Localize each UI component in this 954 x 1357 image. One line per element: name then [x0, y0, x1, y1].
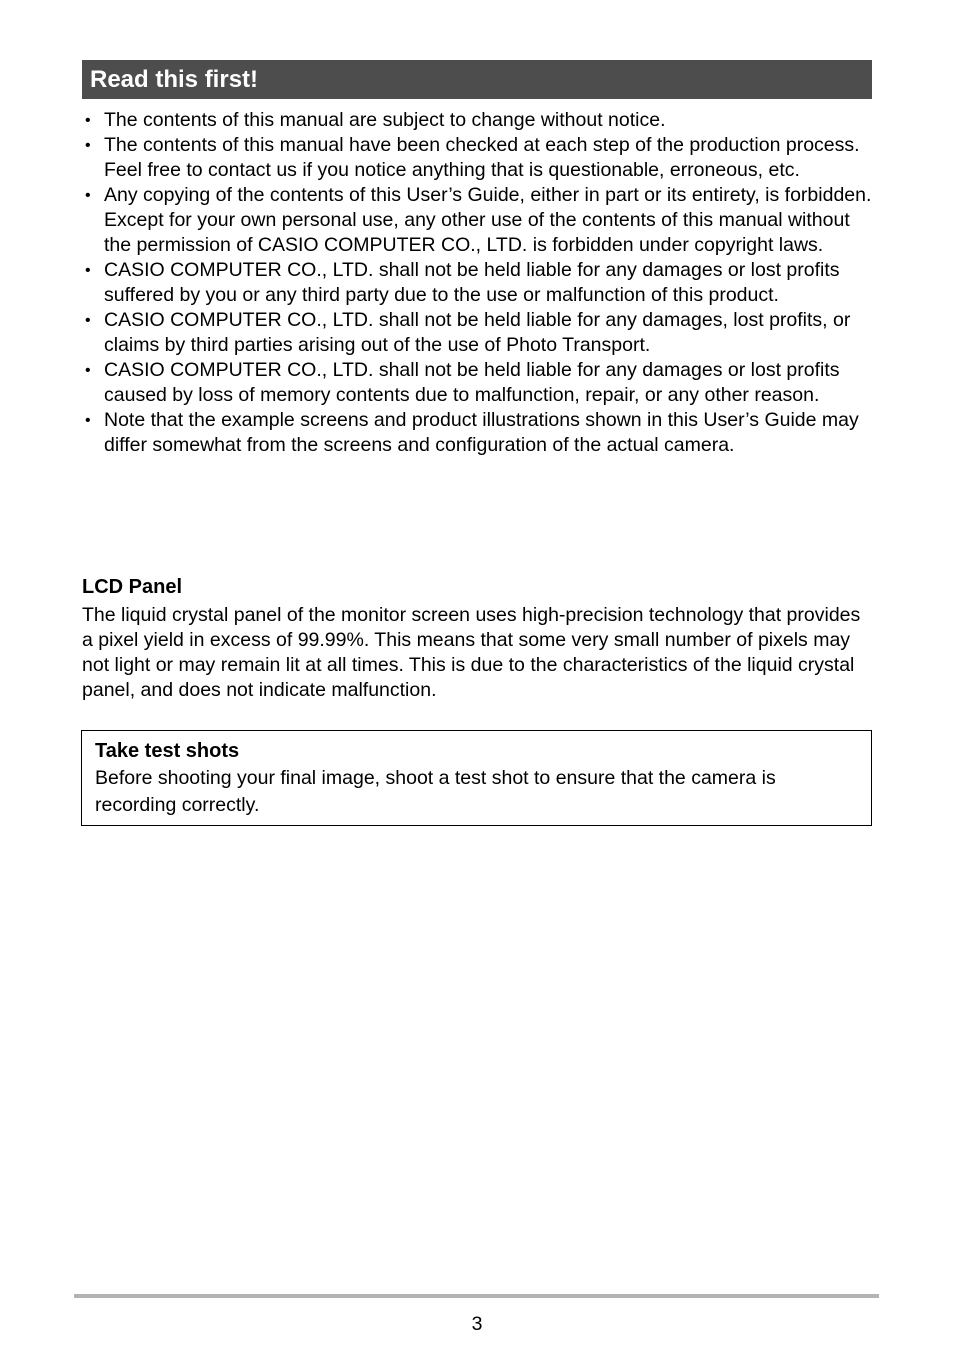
section-title: Read this first!: [90, 66, 259, 93]
list-item-text: CASIO COMPUTER CO., LTD. shall not be held liable for any damages, lost profits, or claims by third parties arising out of the use of Photo Transport.: [104, 309, 851, 356]
bullet-icon: •: [85, 187, 91, 204]
note-body: Before shooting your final image, shoot a test shot to ensure that the camera is recording correctly.: [95, 767, 776, 816]
bullet-icon: •: [85, 312, 91, 329]
list-item: [82, 308, 882, 358]
list-item-text: Note that the example screens and product illustrations shown in this User’s Guide may differ somewhat from the screens and configuration of the actual camera.: [104, 409, 859, 456]
notice-bullet-list: [82, 108, 882, 458]
bullet-icon: •: [85, 262, 91, 279]
list-item: [82, 133, 882, 183]
lcd-panel-heading: LCD Panel: [82, 576, 183, 598]
list-item-text: CASIO COMPUTER CO., LTD. shall not be held liable for any damages or lost profits caused by loss of memory contents due to malfunction, repair, or any other reason.: [104, 359, 840, 406]
bullet-icon: •: [85, 412, 91, 429]
list-item: [82, 358, 882, 408]
lcd-panel-paragraph: The liquid crystal panel of the monitor screen uses high-precision technology that provides a pixel yield in excess of 99.99%. This means that some very small number of pixels may not light or may remain lit at all times. This is due to the characteristics of the liquid crystal panel, and does not indicate malfunction.: [82, 604, 861, 701]
note-title: Take test shots: [95, 740, 240, 762]
footer-divider: [74, 1294, 879, 1298]
page-number: 3: [471, 1313, 483, 1335]
list-item: [82, 108, 882, 133]
list-item-text: The contents of this manual are subject to change without notice.: [104, 109, 666, 131]
list-item-text: The contents of this manual have been checked at each step of the production process. Feel free to contact us if you notice anything that is questionable, erroneous, etc.: [104, 134, 860, 181]
list-item: [82, 258, 882, 308]
test-shots-note-box: [81, 730, 872, 826]
section-header-bar: [82, 60, 872, 99]
list-item-text: Any copying of the contents of this User’s Guide, either in part or its entirety, is forbidden. Except for your own personal use, any other use of the contents of this manual without the permission of CASIO COMPUTER CO., LTD. is forbidden under copyright laws.: [104, 184, 872, 256]
list-item: [82, 183, 882, 258]
bullet-icon: •: [85, 137, 91, 154]
bullet-icon: •: [85, 362, 91, 379]
list-item-text: CASIO COMPUTER CO., LTD. shall not be held liable for any damages or lost profits suffered by you or any third party due to the use or malfunction of this product.: [104, 259, 840, 306]
list-item: [82, 408, 882, 458]
bullet-icon: •: [85, 112, 91, 129]
